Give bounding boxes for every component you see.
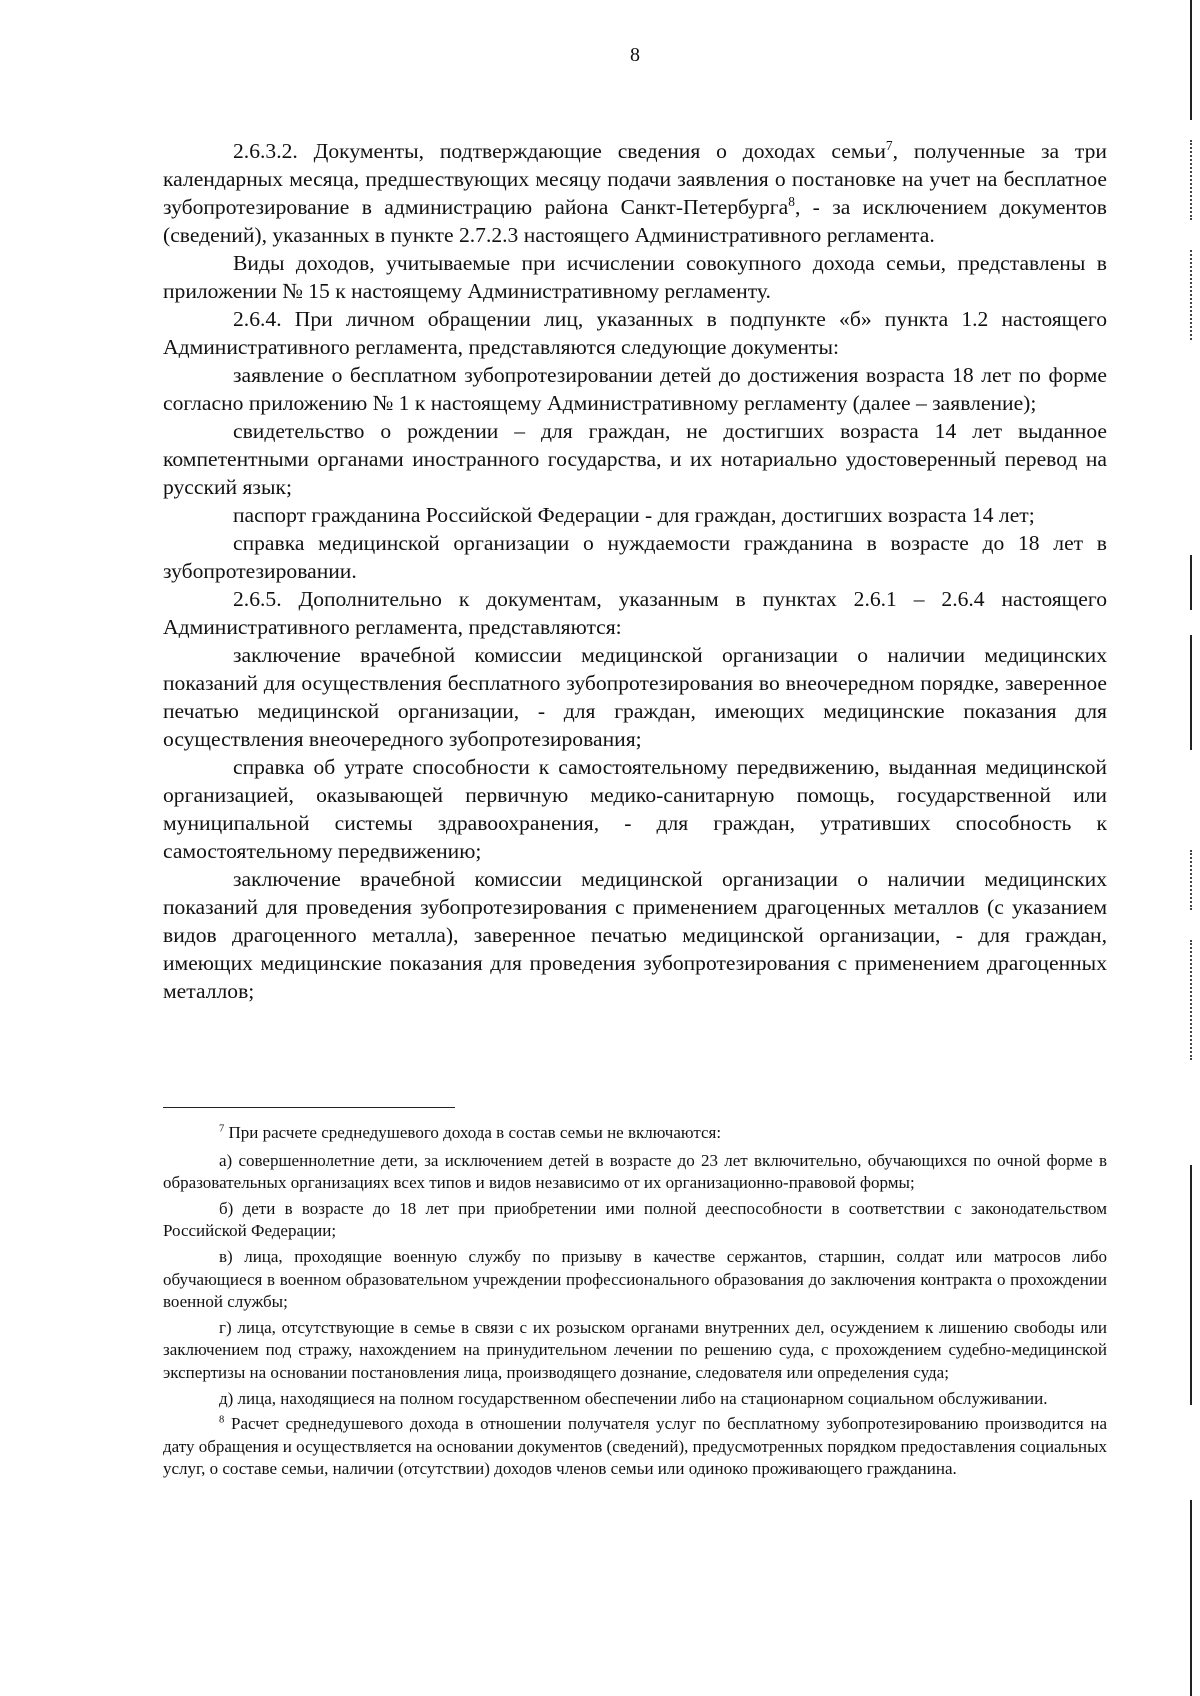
footnote-7-item-g: г) лица, отсутствующие в семье в связи с их розыском органами внутренних дел, осуждением к лишению свободы или заключением под стражу, нахождением на принудительном лечении по решению суда, с прохождением судебно-медицинской экспертизы на основании постановления лица, производящего дознание, следователя или определения суда;: [163, 1317, 1107, 1382]
footnote-7-item-a: а) совершеннолетние дети, за исключением детей в возрасте до 23 лет включительно, обучающихся по очной форме в образовательных организациях всех типов и видов независимо от их организационно-правовой формы;: [163, 1150, 1107, 1193]
footnote-separator: [163, 1107, 455, 1108]
list-item-passport: паспорт гражданина Российской Федерации - для граждан, достигших возраста 14 лет;: [233, 503, 1035, 527]
main-text: [163, 137, 1107, 1005]
footnote-text: При расчете среднедушевого дохода в состав семьи не включаются:: [224, 1123, 722, 1142]
scan-edge-artifact: [1190, 555, 1192, 610]
list-item-application: заявление о бесплатном зубопротезировании детей до достижения возраста 18 лет по форме согласно приложению № 1 к настоящему Административному регламенту (далее – заявление);: [163, 363, 1107, 415]
footnote-7-item-v: в) лица, проходящие военную службу по призыву в качестве сержантов, старшин, солдат или матросов либо обучающиеся в военном образовательном учреждении профессионального образования до заключения контракта о прохождении военной службы;: [163, 1246, 1107, 1312]
scan-edge-artifact: [1190, 940, 1194, 1060]
footnote-mark-7: 7: [219, 1123, 225, 1135]
footnote-7-item-d: д) лица, находящиеся на полном государственном обеспечении либо на стационарном социальном обслуживании.: [219, 1388, 1048, 1408]
footnote-7-heading: [163, 1122, 1107, 1145]
footnote-ref-7[interactable]: 7: [885, 137, 893, 153]
paragraph-text: 2.6.3.2. Документы, подтверждающие сведения о доходах семьи: [233, 139, 886, 163]
list-item-commission-conclusion: заключение врачебной комиссии медицинской организации о наличии медицинских показаний для осуществления бесплатного зубопротезирования во внеочередном порядке, заверенное печатью медицинской организации, - для граждан, имеющих медицинские показания для осуществления внеочередного зубопротезирования;: [163, 643, 1107, 751]
scan-edge-artifact: [1190, 635, 1192, 750]
scan-edge-artifact: [1190, 0, 1192, 120]
scan-edge-artifact: [1190, 1500, 1192, 1696]
footnote-ref-8[interactable]: 8: [788, 193, 795, 209]
paragraph-2-6-5: 2.6.5. Дополнительно к документам, указанным в пунктах 2.6.1 – 2.6.4 настоящего Административного регламента, представляются:: [163, 587, 1107, 639]
scan-edge-artifact: [1190, 1165, 1192, 1405]
page-number: 8: [630, 44, 640, 66]
footnotes: [163, 1122, 1107, 1484]
paragraph-income-types: Виды доходов, учитываемые при исчислении совокупного дохода семьи, представлены в приложении № 15 к настоящему Административному регламенту.: [163, 251, 1107, 303]
scan-edge-artifact: [1190, 850, 1194, 910]
scan-edge-artifact: [1190, 250, 1194, 340]
footnote-7-item-b: б) дети в возрасте до 18 лет при приобретении ими полной дееспособности в соответствии с законодательством Российской Федерации;: [163, 1198, 1107, 1241]
paragraph-text: , - за исключением документов (сведений), указанных в пункте 2.7.2.3 настоящего Административного регламента.: [163, 195, 1107, 247]
scan-edge-artifact: [1190, 140, 1194, 220]
footnote-8: [163, 1413, 1107, 1481]
paragraph-2-6-4: 2.6.4. При личном обращении лиц, указанных в подпункте «б» пункта 1.2 настоящего Административного регламента, представляются следующие документы:: [163, 307, 1107, 359]
list-item-medical-certificate: справка медицинской организации о нуждаемости гражданина в возрасте до 18 лет в зубопротезировании.: [163, 531, 1107, 583]
footnote-mark-8: 8: [219, 1414, 225, 1426]
footnote-text: Расчет среднедушевого дохода в отношении получателя услуг по бесплатному зубопротезированию производится на дату обращения и осуществляется на основании документов (сведений), предусмотренных порядком предоставления социальных услуг, о составе семьи, наличии (отсутствии) доходов членов семьи или одиноко проживающего гражданина.: [163, 1414, 1107, 1479]
list-item-precious-metals-conclusion: заключение врачебной комиссии медицинской организации о наличии медицинских показаний для проведения зубопротезирования с применением драгоценных металлов (с указанием видов драгоценного металла), заверенное печатью медицинской организации, - для граждан, имеющих медицинские показания для проведения зубопротезирования с применением драгоценных металлов;: [163, 867, 1107, 1003]
list-item-mobility-certificate: справка об утрате способности к самостоятельному передвижению, выданная медицинской организацией, оказывающей первичную медико-санитарную помощь, государственной или муниципальной системы здравоохранения, - для граждан, утративших способность к самостоятельному передвижению;: [163, 755, 1107, 863]
paragraph-text: , полученные за три календарных месяца, предшествующих месяцу подачи заявления о постановке на учет на бесплатное зубопротезирование в администрацию района Санкт-Петербурга: [163, 139, 1107, 219]
paragraph-2-6-3-2: [163, 137, 1107, 249]
list-item-birth-certificate: свидетельство о рождении – для граждан, не достигших возраста 14 лет выданное компетентными органами иностранного государства, и их нотариально удостоверенный перевод на русский язык;: [163, 419, 1107, 499]
